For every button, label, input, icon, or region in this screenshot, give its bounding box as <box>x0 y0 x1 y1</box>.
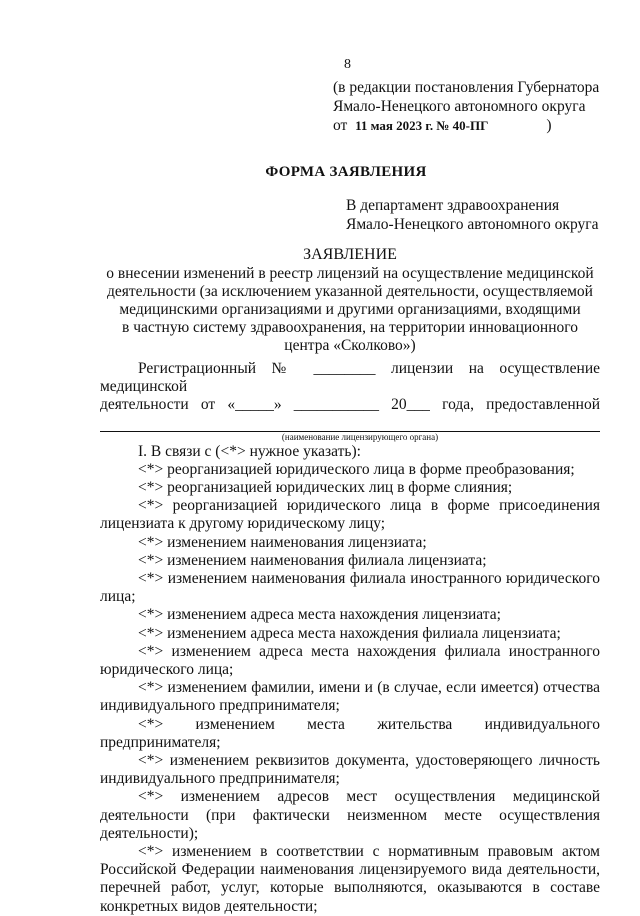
list-item: <*> изменением наименования филиала иностранного юридического лица; <box>100 570 600 606</box>
list-item: <*> изменением адреса места нахождения филиала лицензиата; <box>138 624 561 642</box>
addressee-line-2: Ямало-Ненецкого автономного округа <box>346 216 599 233</box>
amendment-suffix: ) <box>546 117 552 134</box>
list-item: <*> изменением наименования лицензиата; <box>138 533 427 551</box>
addressee-line-1: В департамент здравоохранения <box>346 197 560 214</box>
section-intro: I. В связи с (<*> нужное указать): <box>138 442 361 460</box>
heading-line: в частную систему здравоохранения, на территории инновационного <box>122 319 578 336</box>
list-item: <*> реорганизацией юридического лица в форме преобразования; <box>138 460 575 478</box>
page-number: 8 <box>344 57 351 72</box>
heading-line: центра «Сколково») <box>284 337 416 354</box>
amendment-note <box>333 78 599 135</box>
amendment-date-number: 11 мая 2023 г. № 40-ПГ <box>355 118 489 133</box>
list-item: <*> изменением наименования филиала лицензиата; <box>138 551 487 569</box>
heading-line: о внесении изменений в реестр лицензий на осуществление медицинской <box>106 265 594 282</box>
application-heading <box>100 246 600 355</box>
licensing-authority-field <box>100 417 600 432</box>
list-item: <*> изменением адреса места нахождения филиала иностранного юридического лица; <box>100 642 600 679</box>
amendment-line-3 <box>333 116 599 135</box>
list-item: <*> изменением адресов мест осуществления медицинской деятельности (при фактически неизменном месте осуществления деятельности); <box>100 788 600 842</box>
registration-line-1: Регистрационный № ________ лицензии на осуществление медицинской <box>100 360 600 396</box>
heading-line: медицинскими организациями и другими организациями, входящими <box>119 301 581 318</box>
registration-line-2: деятельности от «_____» ___________ 20___ года, предоставленной <box>100 396 600 414</box>
list-item: <*> изменением реквизитов документа, удостоверяющего личность индивидуального предпринимателя; <box>100 752 600 788</box>
list-item: <*> изменением места жительства индивидуального предпринимателя; <box>100 715 600 751</box>
list-item: <*> изменением фамилии, имени и (в случае, если имеется) отчества индивидуального предпринимателя; <box>100 679 600 715</box>
amendment-line-1: (в редакции постановления Губернатора <box>333 79 600 96</box>
document-body <box>100 360 600 916</box>
licensing-authority-caption: (наименование лицензирующего органа) <box>281 431 439 442</box>
application-title: ЗАЯВЛЕНИЕ <box>303 246 397 263</box>
amendment-line-2: Ямало-Ненецкого автономного округа <box>333 98 586 115</box>
heading-line: деятельности (за исключением указанной деятельности, осуществляемой <box>107 283 593 300</box>
addressee <box>346 196 598 234</box>
list-item: <*> изменением адреса места нахождения лицензиата; <box>138 606 501 624</box>
form-title: ФОРМА ЗАЯВЛЕНИЯ <box>265 164 427 180</box>
amendment-prefix: от <box>333 117 348 134</box>
list-item: <*> реорганизацией юридических лиц в форме слияния; <box>138 479 513 497</box>
list-item: <*> изменением в соответствии с нормативным правовым актом Российской Федерации наименования лицензируемого вида деятельности, перечней работ, услуг, которые выполняются, оказываются в составе конкретных видов деятельности; <box>100 843 600 915</box>
list-item: <*> реорганизацией юридического лица в форме присоединения лицензиата к другому юридическому лицу; <box>100 497 600 533</box>
